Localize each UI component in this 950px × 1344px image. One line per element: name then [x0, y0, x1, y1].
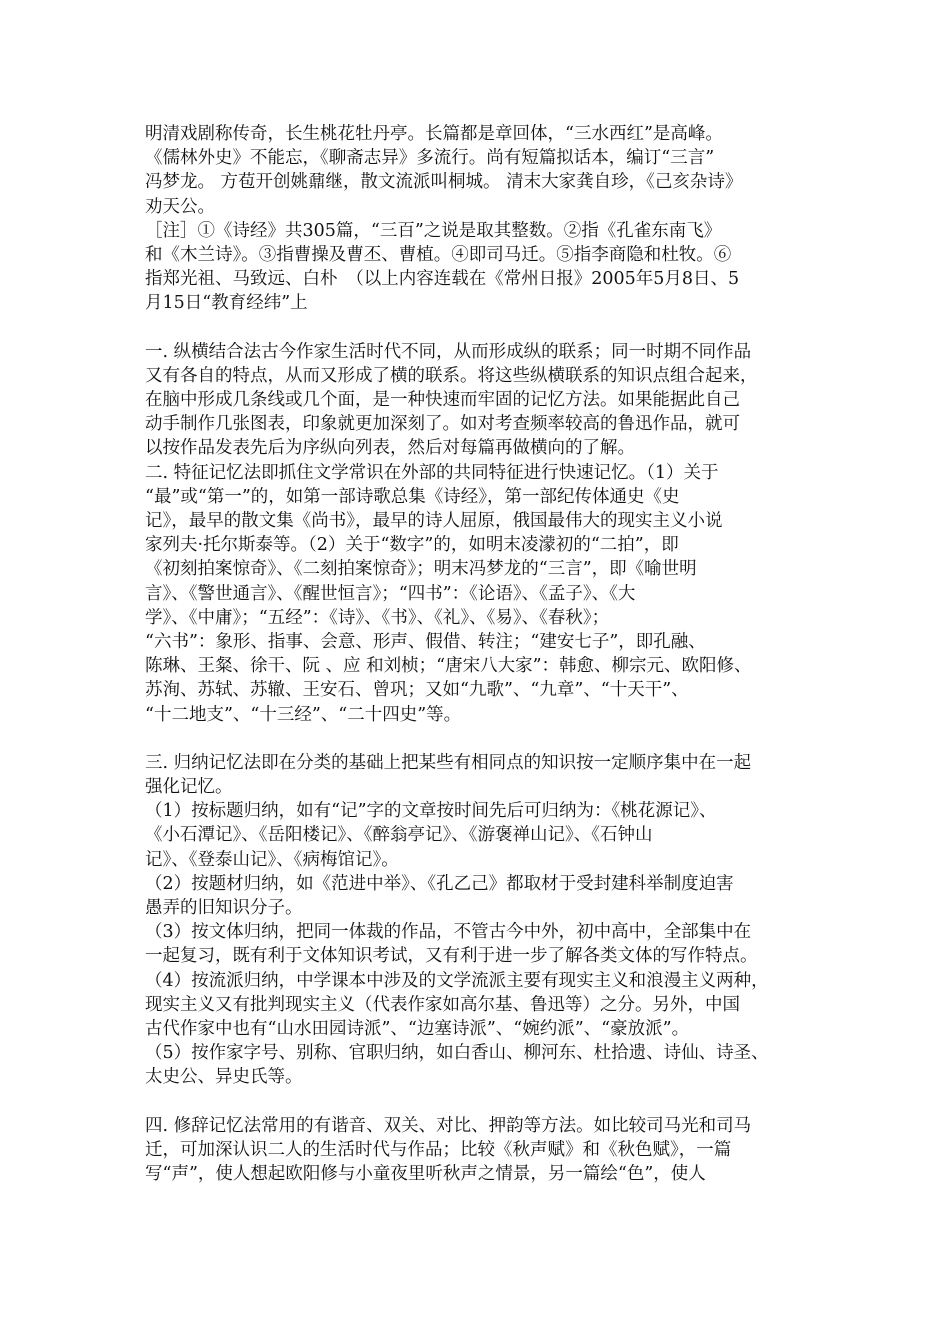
- text-line: 古代作家中也有“山水田园诗派”、“边塞诗派”、“婉约派”、“豪放派”。: [145, 1018, 690, 1039]
- paragraph-gap: [145, 316, 825, 340]
- text-line: “最”或“第一”的，如第一部诗歌总集《诗经》，第一部纪传体通史《史: [145, 486, 680, 507]
- text-line: 写“声”，使人想起欧阳修与小童夜里听秋声之情景，另一篇绘“色”，使人: [145, 1164, 706, 1185]
- text-line: 在脑中形成几条线或几个面，是一种快速而牢固的记忆方法。如果能据此自己: [145, 390, 740, 411]
- text-line: “六书”：象形、指事、会意、形声、假借、转注；“建安七子”，即孔融、: [145, 631, 706, 652]
- text-line: 《儒林外史》不能忘，《聊斋志异》多流行。尚有短篇拟话本，编订“三言”: [145, 148, 715, 169]
- text-line: 又有各自的特点，从而又形成了横的联系。将这些纵横联系的知识点组合起来，: [145, 365, 758, 386]
- text-line: 动手制作几张图表，印象就更加深刻了。如对考查频率较高的鲁迅作品，就可: [145, 414, 740, 435]
- text-line: 陈琳、王粲、徐干、阮 、应 和刘桢；“唐宋八大家”：韩愈、柳宗元、欧阳修、: [145, 656, 752, 677]
- text-line: ［注］①《诗经》共305篇，“三百”之说是取其整数。②指《孔雀东南飞》: [145, 220, 722, 241]
- text-line: （2）按题材归纳，如《范进中举》、《孔乙己》都取材于受封建科举制度迫害: [145, 873, 734, 894]
- paragraph-gap: [145, 727, 825, 751]
- text-line: 明清戏剧称传奇，长生桃花牡丹亭。长篇都是章回体，“三水西红”是高峰。: [145, 124, 723, 144]
- paragraph: [145, 122, 825, 316]
- text-line: 和《木兰诗》。③指曹操及曹丕、曹植。④即司马迁。⑤指李商隐和杜牧。⑥: [145, 244, 732, 265]
- text-line: 《小石潭记》、《岳阳楼记》、《醉翁亭记》、《游褒禅山记》、《石钟山: [145, 825, 653, 846]
- text-line: 月15日“教育经纬”上: [145, 293, 308, 314]
- paragraph: [145, 751, 825, 1090]
- text-line: （3）按文体归纳，把同一体裁的作品，不管古今中外，初中高中，全部集中在: [145, 922, 752, 943]
- text-line: “十二地支”、“十三经”、“二十四史”等。: [145, 704, 462, 725]
- text-line: （4）按流派归纳，中学课本中涉及的文学流派主要有现实主义和浪漫主义两种，: [145, 970, 769, 991]
- paragraph: [145, 1114, 825, 1187]
- text-line: 一. 纵横结合法古今作家生活时代不同，从而形成纵的联系；同一时期不同作品: [145, 341, 752, 362]
- paragraph-gap: [145, 1090, 825, 1114]
- text-line: 记》、《登泰山记》、《病梅馆记》。: [145, 849, 399, 870]
- text-line: （1）按标题归纳，如有“记”字的文章按时间先后可归纳为：《桃花源记》、: [145, 801, 717, 822]
- text-line: 现实主义又有批判现实主义（代表作家如高尔基、鲁迅等）之分。另外，中国: [145, 994, 740, 1015]
- text-line: 家列夫·托尔斯泰等。（2）关于“数字”的，如明末凌濛初的“二拍”，即: [145, 535, 679, 556]
- text-line: 冯梦龙。 方苞开创姚鼐继，散文流派叫桐城。 清末大家龚自珍，《己亥杂诗》: [145, 172, 743, 193]
- text-line: 指郑光祖、马致远、白朴 （以上内容连载在《常州日报》2005年5月8日、5: [145, 269, 740, 290]
- text-line: 二. 特征记忆法即抓住文学常识在外部的共同特征进行快速记忆。（1）关于: [145, 462, 719, 483]
- paragraph: [145, 340, 825, 727]
- text-line: 以按作品发表先后为序纵向列表，然后对每篇再做横向的了解。: [145, 438, 635, 459]
- text-line: 强化记忆。: [145, 777, 233, 798]
- text-line: 学》、《中庸》；“五经”：《诗》、《书》、《礼》、《易》、《春秋》；: [145, 607, 610, 628]
- text-line: 苏洵、苏轼、苏辙、王安石、曾巩；又如“九歌”、“九章”、“十天干”、: [145, 680, 689, 701]
- document-body: [145, 122, 825, 1186]
- text-line: 愚弄的旧知识分子。: [145, 898, 303, 918]
- text-line: 一起复习，既有利于文体知识考试，又有利于进一步了解各类文体的写作特点。: [145, 946, 758, 967]
- text-line: （5）按作家字号、别称、官职归纳，如白香山、柳河东、杜拾遗、诗仙、诗圣、: [145, 1043, 769, 1064]
- text-line: 迁，可加深认识二人的生活时代与作品；比较《秋声赋》和《秋色赋》，一篇: [145, 1139, 732, 1160]
- text-line: 记》，最早的散文集《尚书》，最早的诗人屈原，俄国最伟大的现实主义小说: [145, 511, 723, 531]
- text-line: 言》、《警世通言》、《醒世恒言》；“四书”：《论语》、《孟子》、《大: [145, 583, 636, 604]
- text-line: 《初刻拍案惊奇》、《二刻拍案惊奇》；明末冯梦龙的“三言”，即《喻世明: [145, 559, 697, 580]
- text-line: 劝天公。: [145, 196, 215, 217]
- text-line: 三. 归纳记忆法即在分类的基础上把某些有相同点的知识按一定顺序集中在一起: [145, 752, 752, 773]
- text-line: 太史公、异史氏等。: [145, 1067, 303, 1088]
- text-line: 四. 修辞记忆法常用的有谐音、双关、对比、押韵等方法。如比较司马光和司马: [145, 1115, 752, 1136]
